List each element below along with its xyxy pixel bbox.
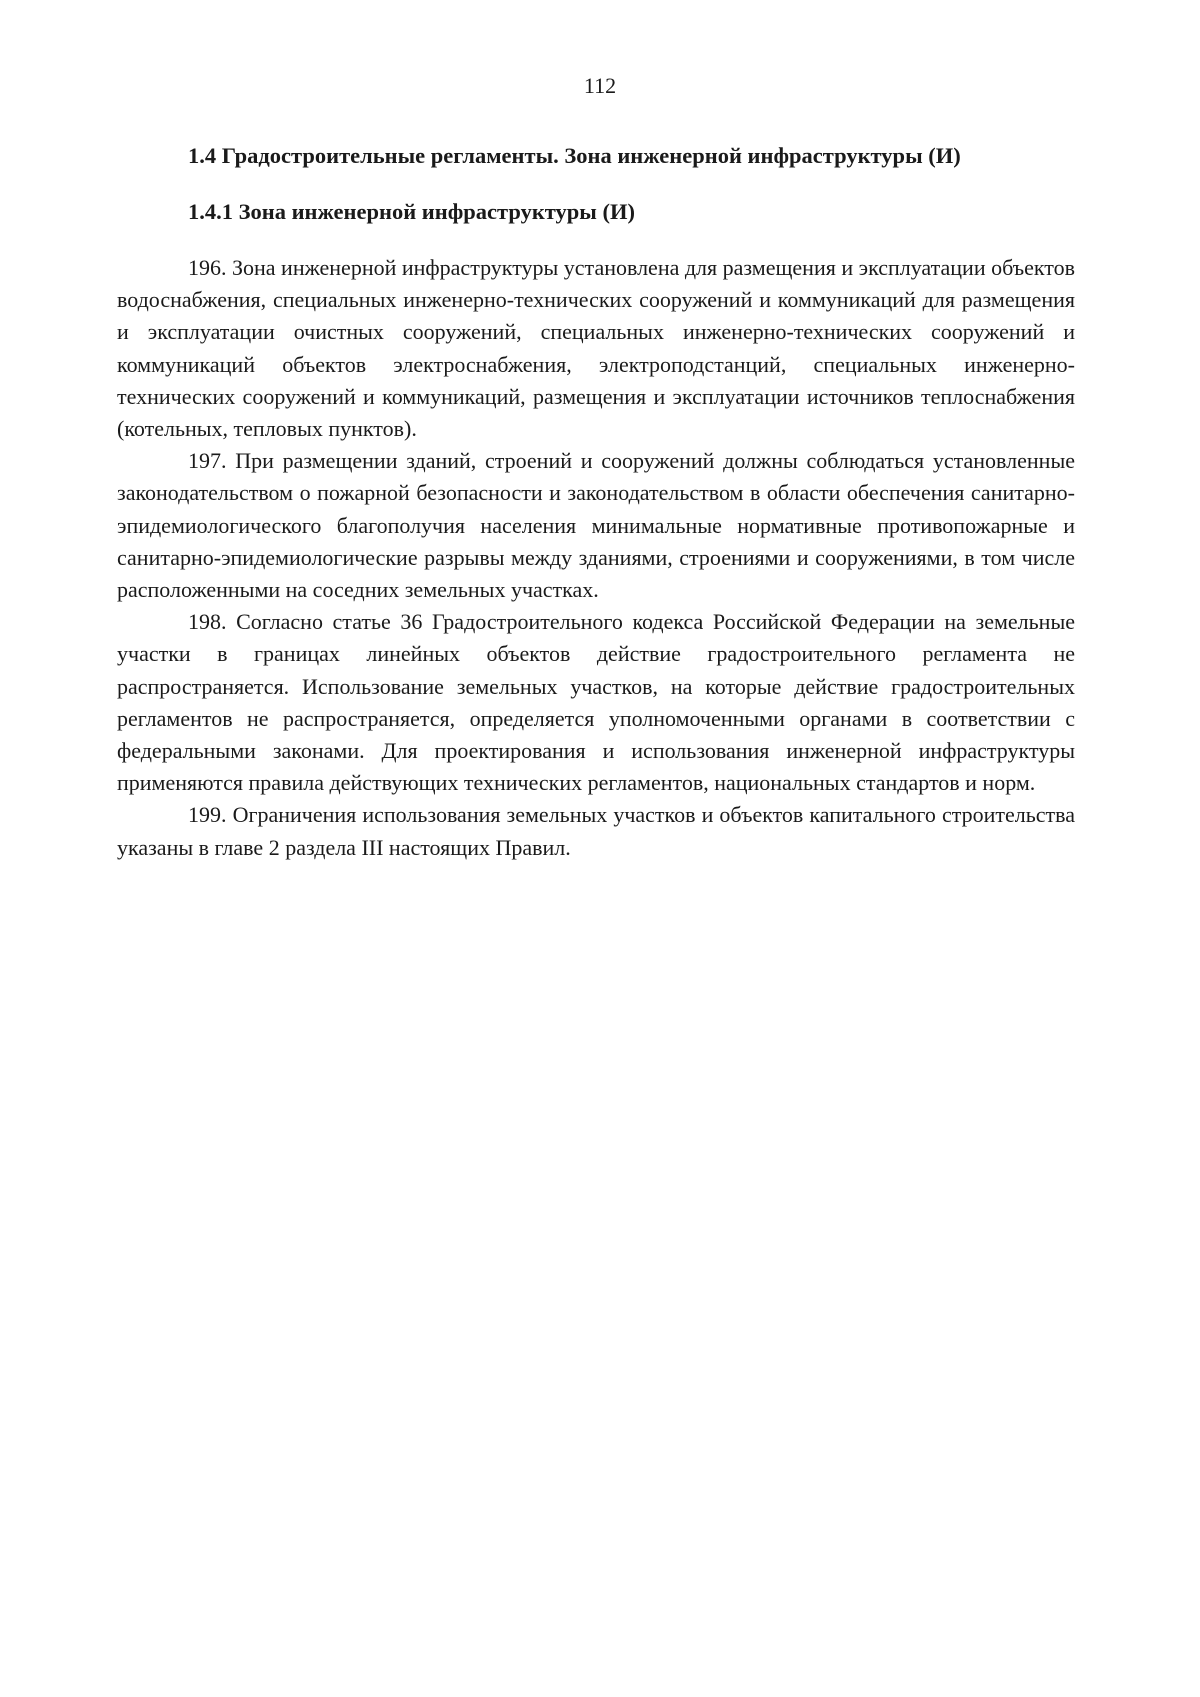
paragraph-196: 196. Зона инженерной инфраструктуры установлена для размещения и эксплуатации объектов водоснабжения, специальных инженерно-технических сооружений и коммуникаций для размещения и эксплуатации очистных сооружений, специальных инженерно-технических сооружений и коммуникаций объектов электроснабжения, электроподстанций, специальных инженерно-технических сооружений и коммуникаций, размещения и эксплуатации источников теплоснабжения (котельных, тепловых пунктов).: [117, 255, 1075, 442]
page-number: 112: [583, 73, 617, 98]
section-heading: 1.4 Градостроительные регламенты. Зона инженерной инфраструктуры (И): [188, 143, 961, 168]
paragraph-197: 197. При размещении зданий, строений и сооружений должны соблюдаться установленные законодательством о пожарной безопасности и законодательством в области обеспечения санитарно-эпидемиологического благополучия населения минимальные нормативные противопожарные и санитарно-эпидемиологические разрывы между зданиями, строениями и сооружениями, в том числе расположенными на соседних земельных участках.: [117, 448, 1075, 603]
paragraph-199: 199. Ограничения использования земельных участков и объектов капитального строительства указаны в главе 2 раздела III настоящих Правил.: [117, 802, 1075, 860]
paragraph-198: 198. Согласно статье 36 Градостроительного кодекса Российской Федерации на земельные участки в границах линейных объектов действие градостроительного регламента не распространяется. Использование земельных участков, на которые действие градостроительных регламентов не распространяется, определяется уполномоченными органами в соответствии с федеральными законами. Для проектирования и использования инженерной инфраструктуры применяются правила действующих технических регламентов, национальных стандартов и норм.: [117, 609, 1075, 796]
body-text: [117, 252, 1075, 864]
subsection-heading: 1.4.1 Зона инженерной инфраструктуры (И): [188, 199, 635, 224]
